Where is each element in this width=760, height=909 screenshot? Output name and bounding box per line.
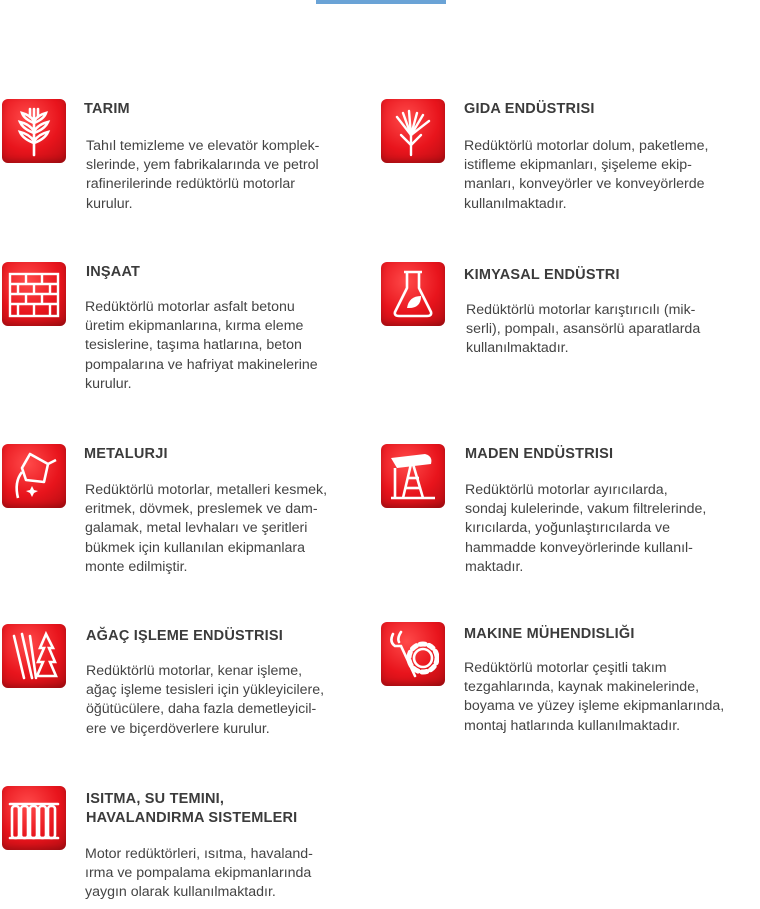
sector-description: Redüktörlü motorlar asfalt betonu üretim ekipmanlarına, kırma eleme tesislerine, taşıma hatlarına, beton pompalarına ve hafriyat makinelerine kurulur. — [85, 299, 318, 392]
sector-description: Redüktörlü motorlar dolum, paketleme, istifleme ekipmanları, şişeleme ekip- manları, konveyörler ve konveyörlerde kullanılmaktadır. — [464, 138, 709, 212]
sector-agac — [2, 624, 372, 744]
sector-metalurji — [2, 444, 362, 584]
sector-description: Redüktörlü motorlar, metalleri kesmek, eritmek, dövmek, preslemek ve dam- galamak, metal levhaları ve şeritleri bükmek için kullanılan ekipmanlara monte edilmiştir. — [85, 482, 328, 575]
sector-description: Motor redüktörleri, ısıtma, havaland- ırma ve pompalama ekipmanlarında yaygın olarak kullanılmaktadır. — [85, 846, 313, 901]
sector-description: Redüktörlü motorlar ayırıcılarda, sondaj kulelerinde, vakum filtrelerinde, kırıcılarda, yoğunlaştırıcılarda ve hammadde konveyörlerinde kullanıl- maktadır. — [465, 482, 707, 575]
sector-description: Redüktörlü motorlar karıştırıcılı (mik- serli), pompalı, asansörlü aparatlarda kullanılmaktadır. — [466, 302, 701, 357]
radiator-icon — [2, 786, 66, 850]
sector-gida — [381, 99, 757, 229]
flask-icon — [381, 262, 445, 326]
sector-title: GIDA ENDÜSTRISI — [464, 101, 595, 117]
sector-isitma — [2, 786, 372, 906]
wrench-gear-icon — [381, 622, 445, 686]
sector-title: MAKINE MÜHENDISLIĞI — [464, 626, 635, 642]
oil-pump-icon — [381, 444, 445, 508]
sector-description: Tahıl temizleme ve elevatör komplek- slerinde, yem fabrikalarında ve petrol rafinerilerinde redüktörlü motorlar kurulur. — [86, 138, 320, 212]
sector-description: Redüktörlü motorlar, kenar işleme, ağaç işleme tesisleri için yükleyicilere, öğütücülere, daha fazla demetleyicil- ere ve biçerdöverlere kurulur. — [86, 663, 325, 737]
sector-title: ISITMA, SU TEMINI, HAVALANDIRMA SISTEMLERI — [86, 791, 298, 826]
sector-title: AĞAÇ IŞLEME ENDÜSTRISI — [86, 628, 283, 644]
sector-description: Redüktörlü motorlar çeşitli takım tezgahlarında, kaynak makinelerinde, boyama ve yüzey işleme ekipmanlarında, montaj hatlarında kullanılmaktadır. — [464, 660, 725, 734]
top-accent-bar — [316, 0, 446, 4]
sector-kimyasal — [381, 262, 757, 372]
sector-title: TARIM — [84, 101, 130, 117]
sector-insaat — [2, 262, 362, 402]
wheat-icon — [2, 99, 66, 163]
ladle-icon — [2, 444, 66, 508]
wood-icon — [2, 624, 66, 688]
sector-title: INŞAAT — [86, 264, 141, 280]
sector-title: MADEN ENDÜSTRISI — [465, 446, 614, 462]
sector-maden — [381, 444, 757, 584]
sector-title: METALURJI — [84, 446, 168, 462]
grain-icon — [381, 99, 445, 163]
brick-wall-icon — [2, 262, 66, 326]
sector-title: KIMYASAL ENDÜSTRI — [464, 267, 620, 283]
sector-tarim — [2, 99, 362, 229]
sector-makine — [381, 622, 757, 742]
